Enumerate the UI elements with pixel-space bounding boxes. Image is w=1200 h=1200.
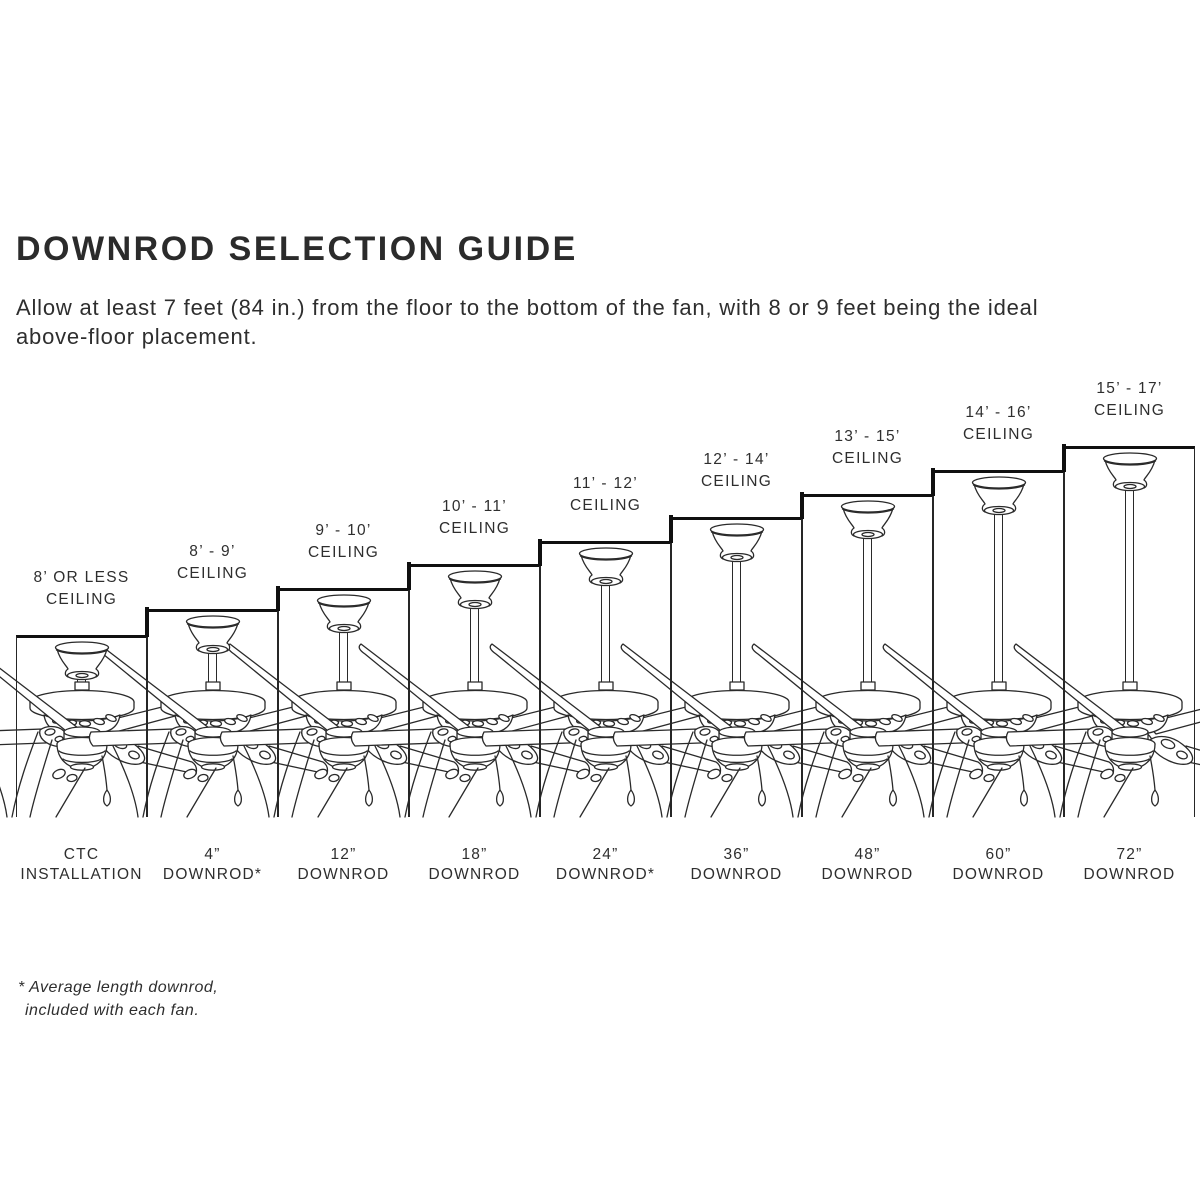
- downrod-size: CTC: [63, 846, 100, 863]
- ceiling-height-word: CEILING: [438, 520, 511, 537]
- downrod-size: 12”: [330, 846, 357, 863]
- downrod-word: DOWNROD: [821, 865, 914, 883]
- ceiling-height-range: 11’ - 12’: [572, 475, 639, 492]
- ceiling-panel-frame: [933, 470, 1064, 817]
- staircase-step-connector: [1062, 444, 1066, 472]
- downrod-word: DOWNROD*: [555, 865, 656, 883]
- downrod-word: INSTALLATION: [20, 865, 143, 883]
- footnote: [18, 976, 218, 1022]
- ceiling-height-range: 8’ - 9’: [189, 543, 236, 560]
- ceiling-height-range: 14’ - 16’: [965, 404, 1032, 421]
- ceiling-height-word: CEILING: [307, 544, 380, 561]
- ceiling-height-label: [1050, 376, 1200, 422]
- ceiling-height-word: CEILING: [831, 450, 904, 467]
- ceiling-panel-frame: [1064, 446, 1195, 817]
- ceiling-panel-frame: [409, 564, 540, 817]
- ceiling-height-word: CEILING: [45, 591, 118, 608]
- ceiling-panel-frame: [540, 541, 671, 817]
- staircase-step-connector: [145, 607, 149, 637]
- ceiling-height-range: 9’ - 10’: [315, 522, 372, 539]
- ceiling-height-range: 15’ - 17’: [1096, 380, 1163, 397]
- downrod-word: DOWNROD: [428, 865, 521, 883]
- ceiling-height-range: 8’ OR LESS: [33, 569, 130, 586]
- downrod-size: 72”: [1116, 846, 1143, 863]
- ceiling-height-word: CEILING: [176, 565, 249, 582]
- ceiling-height-word: CEILING: [1093, 402, 1166, 419]
- ceiling-panel-frame: [147, 609, 278, 817]
- footnote-line-2: included with each fan.: [25, 1002, 200, 1019]
- downrod-word: DOWNROD*: [162, 865, 263, 883]
- ceiling-panel-frame: [671, 517, 802, 817]
- downrod-word: DOWNROD: [1083, 865, 1176, 883]
- downrod-size: 4”: [204, 846, 221, 863]
- subtitle-line-1: Allow at least 7 feet (84 in.) from the floor to the bottom of the fan, with 8 or 9 feet being the ideal: [16, 295, 1039, 320]
- staircase-step-connector: [669, 515, 673, 543]
- footnote-line-1: * Average length downrod,: [18, 979, 219, 996]
- ceiling-height-range: 10’ - 11’: [441, 498, 508, 515]
- ceiling-height-word: CEILING: [700, 473, 773, 490]
- ceiling-height-range: 13’ - 15’: [834, 428, 901, 445]
- staircase-step-connector: [407, 562, 411, 590]
- ceiling-height-range: 12’ - 14’: [703, 451, 770, 468]
- downrod-size: 36”: [723, 846, 750, 863]
- staircase-step-connector: [276, 586, 280, 611]
- staircase-step-connector: [931, 468, 935, 496]
- subtitle-line-2: above-floor placement.: [16, 324, 258, 349]
- ceiling-panel-frame: [802, 494, 933, 817]
- ceiling-height-word: CEILING: [962, 426, 1035, 443]
- downrod-size: 60”: [985, 846, 1012, 863]
- downrod-size-label: [1050, 845, 1200, 887]
- downrod-size: 48”: [854, 846, 881, 863]
- ceiling-panel-frame: [278, 588, 409, 817]
- downrod-size: 24”: [592, 846, 619, 863]
- downrod-word: DOWNROD: [297, 865, 390, 883]
- downrod-size: 18”: [461, 846, 488, 863]
- staircase-step-connector: [538, 539, 542, 566]
- downrod-word: DOWNROD: [690, 865, 783, 883]
- ceiling-panel-frame: [16, 635, 147, 817]
- page-title: DOWNROD SELECTION GUIDE: [16, 229, 578, 268]
- downrod-word: DOWNROD: [952, 865, 1045, 883]
- staircase-step-connector: [800, 492, 804, 519]
- ceiling-height-word: CEILING: [569, 497, 642, 514]
